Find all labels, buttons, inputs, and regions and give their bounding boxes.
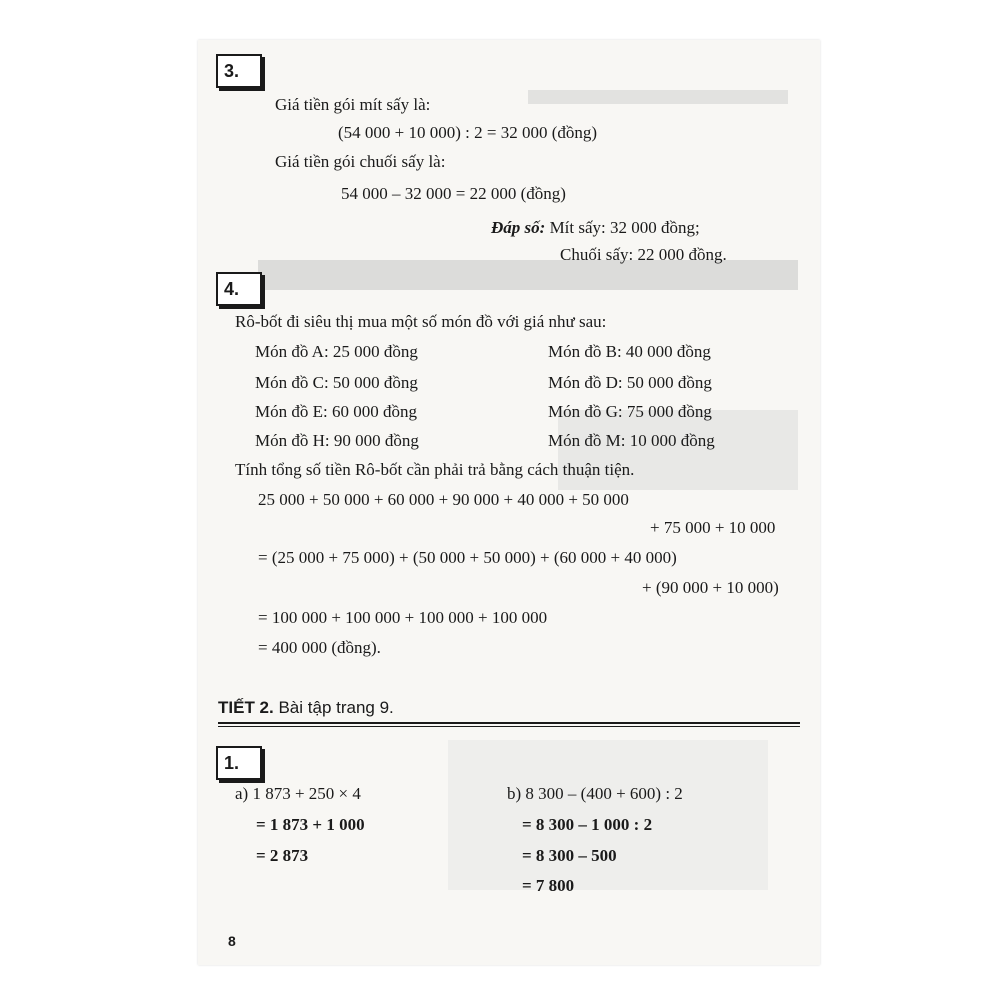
exercise-3-number: 3. [216,54,262,88]
answer-1: Mít sấy: 32 000 đồng; [549,218,700,237]
item-h: Món đồ H: 90 000 đồng [255,431,419,450]
ex3-answer-line-2: Chuối sấy: 22 000 đồng. [560,245,727,264]
ex1-b-line-2: = 8 300 – 1 000 : 2 [522,815,653,834]
item-b: Món đồ B: 40 000 đồng [548,342,711,361]
ex4-calc-2a: = (25 000 + 75 000) + (50 000 + 50 000) + (60 000 + 40 000) [258,548,677,567]
textbook-page [198,40,820,965]
ex4-calc-1b: + 75 000 + 10 000 [650,518,776,537]
ex1-b-line-4: = 7 800 [522,876,575,895]
item-e: Món đồ E: 60 000 đồng [255,402,417,421]
ex4-calc-4: = 400 000 (đồng). [258,638,381,657]
bleed-through-1 [528,90,788,104]
ex4-question: Tính tổng số tiền Rô-bốt cần phải trả bằng cách thuận tiện. [235,460,635,479]
ex3-line-2: (54 000 + 10 000) : 2 = 32 000 (đồng) [338,123,598,142]
page-number: 8 [228,933,236,949]
item-m: Món đồ M: 10 000 đồng [548,431,715,450]
section-heading [218,698,394,718]
ex3-line-3: Giá tiền gói chuối sấy là: [275,152,446,171]
ex4-intro: Rô-bốt đi siêu thị mua một số món đồ với giá như sau: [235,312,607,331]
item-c: Món đồ C: 50 000 đồng [255,373,418,392]
section-title: Bài tập trang 9. [278,698,394,717]
ex3-answer-line-1 [491,218,700,238]
heading-rule-thin [218,726,800,727]
ex1-a-line-3: = 2 873 [256,846,309,865]
ex1-b-line-1: b) 8 300 – (400 + 600) : 2 [507,784,683,803]
ex4-calc-1a: 25 000 + 50 000 + 60 000 + 90 000 + 40 000 + 50 000 [258,490,629,509]
heading-rule-thick [218,722,800,724]
ex4-calc-3: = 100 000 + 100 000 + 100 000 + 100 000 [258,608,548,627]
item-g: Món đồ G: 75 000 đồng [548,402,712,421]
ex1-a-line-1: a) 1 873 + 250 × 4 [235,784,361,803]
ex1-a-line-2: = 1 873 + 1 000 [256,815,365,834]
answer-label: Đáp số: [491,218,546,237]
exercise-1-number: 1. [216,746,262,780]
ex3-line-1: Giá tiền gói mít sấy là: [275,95,431,114]
exercise-4-number: 4. [216,272,262,306]
item-a: Món đồ A: 25 000 đồng [255,342,418,361]
ex1-b-line-3: = 8 300 – 500 [522,846,617,865]
section-label: TIẾT 2. [218,698,274,717]
ex3-line-4: 54 000 – 32 000 = 22 000 (đồng) [341,184,566,203]
ex4-calc-2b: + (90 000 + 10 000) [642,578,779,597]
item-d: Món đồ D: 50 000 đồng [548,373,712,392]
